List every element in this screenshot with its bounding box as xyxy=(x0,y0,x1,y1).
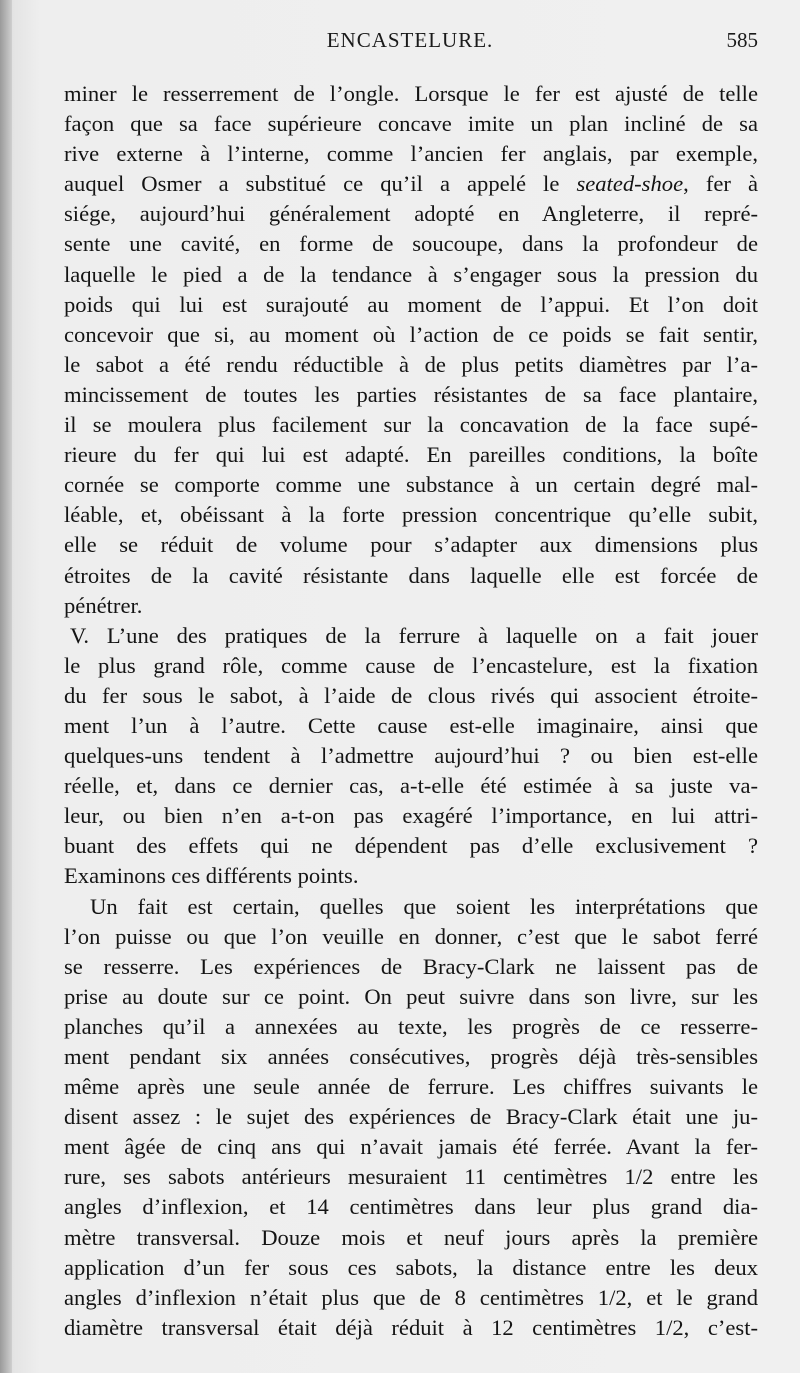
text-line: Examinons ces différents points. xyxy=(64,863,359,889)
text-line: rive externe à l’interne, comme l’ancien fer anglais, par exemple, xyxy=(64,141,758,167)
running-head xyxy=(62,28,758,64)
running-head-title: ENCASTELURE. xyxy=(326,28,494,52)
text-line: rure, ses sabots antérieurs mesuraient 11 centimètres 1/2 entre les xyxy=(64,1164,758,1190)
text-line: l’on puisse ou que l’on veuille en donner, c’est que le sabot ferré xyxy=(64,923,758,949)
text-line: miner le resserrement de l’ongle. Lorsque le fer est ajusté de telle xyxy=(64,81,758,106)
text-line: angles d’inflexion n’était plus que de 8 centimètres 1/2, et le grand xyxy=(64,1284,758,1310)
text-line: le plus grand rôle, comme cause de l’encastelure, est la fixation xyxy=(64,652,758,678)
text-line: du fer sous le sabot, à l’aide de clous rivés qui associent étroite- xyxy=(64,682,758,708)
text-line: application d’un fer sous ces sabots, la distance entre les deux xyxy=(64,1254,758,1280)
text-line-segment: auquel Osmer a substitué ce qu’il a appelé le xyxy=(64,171,577,197)
text-line: elle se réduit de volume pour s’adapter aux dimensions plus xyxy=(64,532,758,558)
text-line xyxy=(64,169,758,199)
text-line: le sabot a été rendu réductible à de plus petits diamètres par l’a- xyxy=(64,351,758,377)
text-line: laquelle le pied a de la tendance à s’engager sous la pression du xyxy=(64,261,758,287)
text-line: siége, aujourd’hui généralement adopté en Angleterre, il repré- xyxy=(64,201,758,227)
text-line: diamètre transversal était déjà réduit à 12 centimètres 1/2, c’est- xyxy=(64,1314,758,1340)
text-line: réelle, et, dans ce dernier cas, a-t-elle été estimée à sa juste va- xyxy=(64,773,758,799)
text-line: léable, et, obéissant à la forte pression concentrique qu’elle subit, xyxy=(64,502,758,528)
text-line: poids qui lui est surajouté au moment de l’appui. Et l’on doit xyxy=(64,291,758,317)
text-line: se resserre. Les expériences de Bracy-Clark ne laissent pas de xyxy=(64,953,758,979)
text-line: pénétrer. xyxy=(64,592,143,618)
text-line: il se moulera plus facilement sur la concavation de la face supé- xyxy=(64,412,758,438)
text-line: ment l’un à l’autre. Cette cause est-elle imaginaire, ainsi que xyxy=(64,712,758,738)
text-line: rieure du fer qui lui est adapté. En pareilles conditions, la boîte xyxy=(64,442,758,468)
text-line: mètre transversal. Douze mois et neuf jours après la première xyxy=(64,1224,758,1250)
text-line: disent assez : le sujet des expériences de Bracy-Clark était une ju- xyxy=(64,1104,758,1130)
text-line: ment pendant six années consécutives, progrès déjà très-sensibles xyxy=(64,1044,758,1069)
text-line: mincissement de toutes les parties résistantes de sa face plantaire, xyxy=(64,381,758,407)
body-text xyxy=(64,79,758,1343)
text-line-segment: , fer à xyxy=(683,171,758,197)
text-line: prise au doute sur ce point. On peut suivre dans son livre, sur les xyxy=(64,983,758,1009)
text-line: concevoir que si, au moment où l’action de ce poids se fait sentir, xyxy=(64,321,758,347)
text-line: buant des effets qui ne dépendent pas d’elle exclusivement ? xyxy=(64,833,758,859)
text-line: ment âgée de cinq ans qui n’avait jamais été ferrée. Avant la fer- xyxy=(64,1134,758,1160)
text-line: quelques-uns tendent à l’admettre aujourd’hui ? ou bien est-elle xyxy=(64,743,758,769)
text-line: façon que sa face supérieure concave imite un plan incliné de sa xyxy=(64,111,758,137)
text-line: Un fait est certain, quelles que soient les interprétations que xyxy=(90,893,758,919)
text-line: même après une seule année de ferrure. Les chiffres suivants le xyxy=(64,1074,758,1100)
text-line: leur, ou bien n’en a-t-on pas exagéré l’importance, en lui attri- xyxy=(64,803,758,829)
text-line: V. L’une des pratiques de la ferrure à laquelle on a fait jouer xyxy=(70,622,758,648)
text-line: angles d’inflexion, et 14 centimètres dans leur plus grand dia- xyxy=(64,1194,758,1220)
text-line: sente une cavité, en forme de soucoupe, dans la profondeur de xyxy=(64,231,758,257)
italic-term: seated-shoe xyxy=(576,171,684,197)
page-number: 585 xyxy=(726,28,758,52)
page-binding-edge xyxy=(0,0,12,1373)
text-line: étroites de la cavité résistante dans laquelle elle est forcée de xyxy=(64,562,758,588)
text-line: cornée se comporte comme une substance à un certain degré mal- xyxy=(64,472,758,498)
text-line: planches qu’il a annexées au texte, les progrès de ce resserre- xyxy=(64,1013,758,1039)
